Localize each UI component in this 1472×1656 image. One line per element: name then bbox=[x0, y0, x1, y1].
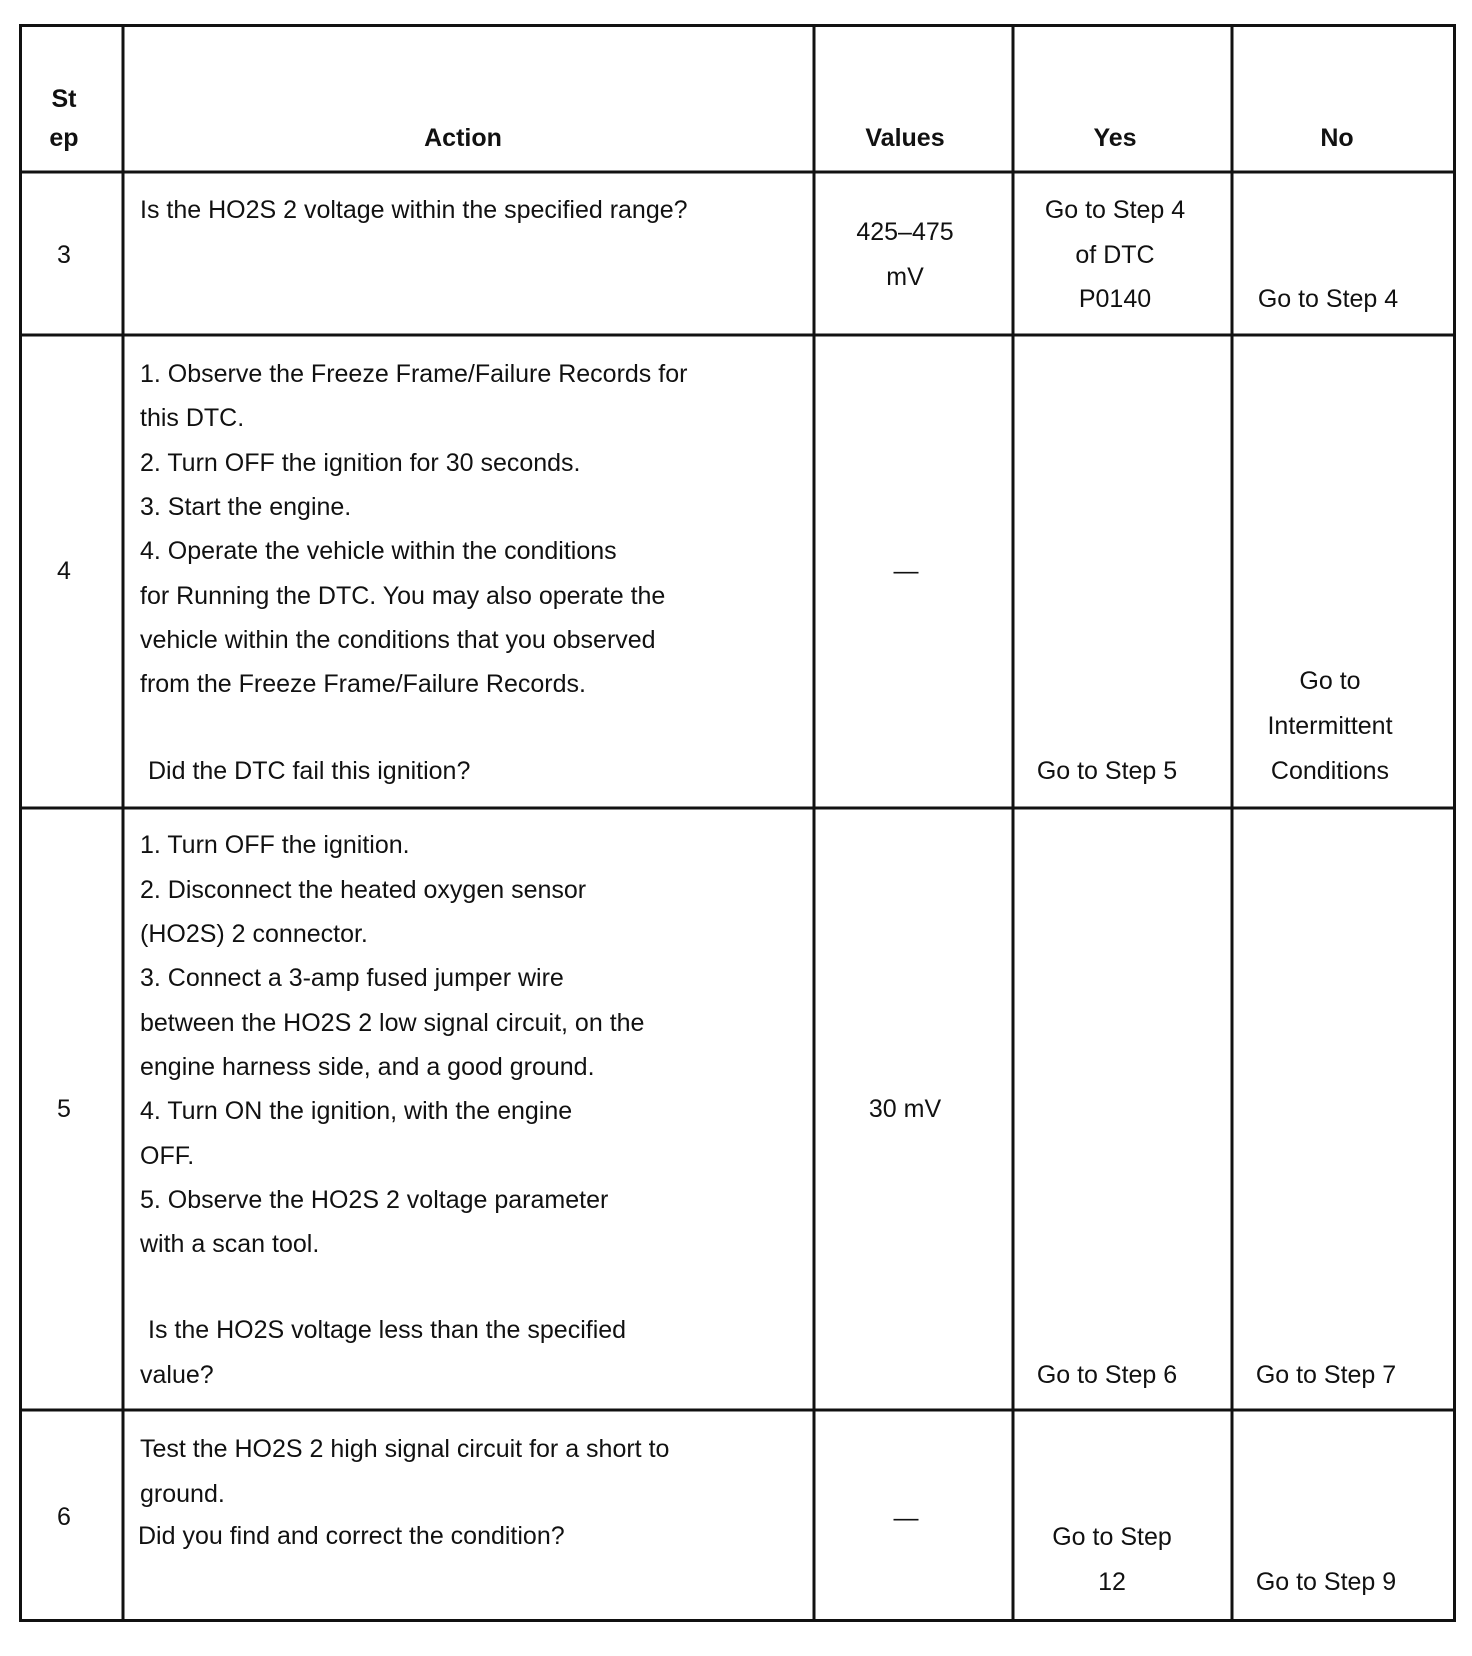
yes-line: Go to Step 4 bbox=[1044, 196, 1186, 224]
step-number: 5 bbox=[57, 1095, 71, 1123]
no-line: Intermittent bbox=[1267, 712, 1393, 740]
no-line: Go to Step 7 bbox=[1255, 1361, 1397, 1389]
action-question: Is the HO2S voltage less than the specified bbox=[148, 1316, 627, 1344]
header-action: Action bbox=[424, 124, 502, 152]
action-line: OFF. bbox=[140, 1142, 195, 1170]
action-line: ground. bbox=[140, 1480, 225, 1508]
action-line: for Running the DTC. You may also operate the bbox=[140, 582, 666, 610]
action-line: 1. Turn OFF the ignition. bbox=[140, 831, 410, 859]
header-values: Values bbox=[865, 124, 945, 152]
value-line: — bbox=[893, 1504, 919, 1532]
action-line: 4. Turn ON the ignition, with the engine bbox=[140, 1097, 573, 1125]
action-line: 5. Observe the HO2S 2 voltage parameter bbox=[140, 1186, 609, 1214]
header-no: No bbox=[1320, 124, 1354, 152]
action-line: vehicle within the conditions that you observed bbox=[140, 626, 656, 654]
value-line: 425–475 bbox=[856, 218, 954, 246]
action-question: Did you find and correct the condition? bbox=[138, 1522, 565, 1550]
no-line: Conditions bbox=[1270, 757, 1390, 785]
action-line: 1. Observe the Freeze Frame/Failure Records for bbox=[140, 360, 688, 388]
action-line: between the HO2S 2 low signal circuit, on the bbox=[140, 1009, 645, 1037]
action-line: 2. Disconnect the heated oxygen sensor bbox=[140, 876, 587, 904]
step-number: 6 bbox=[57, 1503, 71, 1531]
yes-line: of DTC bbox=[1075, 241, 1155, 269]
step-number: 4 bbox=[57, 557, 71, 585]
action-line: Test the HO2S 2 high signal circuit for a short to bbox=[140, 1435, 670, 1463]
value-line: — bbox=[893, 557, 919, 585]
value-line: mV bbox=[886, 263, 924, 291]
action-line: from the Freeze Frame/Failure Records. bbox=[140, 670, 586, 698]
action-question: value? bbox=[140, 1361, 214, 1389]
action-line: engine harness side, and a good ground. bbox=[140, 1053, 595, 1081]
header-step-line-1: St bbox=[51, 85, 77, 113]
value-line: 30 mV bbox=[868, 1095, 942, 1123]
action-line: 2. Turn OFF the ignition for 30 seconds. bbox=[140, 449, 581, 477]
action-line: with a scan tool. bbox=[140, 1230, 320, 1258]
action-line: Is the HO2S 2 voltage within the specified range? bbox=[140, 196, 688, 224]
action-line: 3. Connect a 3-amp fused jumper wire bbox=[140, 964, 564, 992]
action-line: 3. Start the engine. bbox=[140, 493, 352, 521]
yes-line: 12 bbox=[1098, 1568, 1126, 1596]
action-line: this DTC. bbox=[140, 404, 245, 432]
action-line: 4. Operate the vehicle within the conditions bbox=[140, 537, 617, 565]
header-step-line-2: ep bbox=[49, 124, 79, 152]
yes-line: Go to Step 6 bbox=[1036, 1361, 1178, 1389]
yes-line: P0140 bbox=[1078, 285, 1152, 313]
header-yes: Yes bbox=[1093, 124, 1137, 152]
action-question: Did the DTC fail this ignition? bbox=[148, 757, 471, 785]
action-line: (HO2S) 2 connector. bbox=[140, 920, 368, 948]
yes-line: Go to Step 5 bbox=[1036, 757, 1178, 785]
no-line: Go to Step 4 bbox=[1257, 285, 1399, 313]
step-number: 3 bbox=[57, 241, 71, 269]
no-line: Go to bbox=[1299, 667, 1361, 695]
no-line: Go to Step 9 bbox=[1255, 1568, 1397, 1596]
yes-line: Go to Step bbox=[1052, 1523, 1172, 1551]
